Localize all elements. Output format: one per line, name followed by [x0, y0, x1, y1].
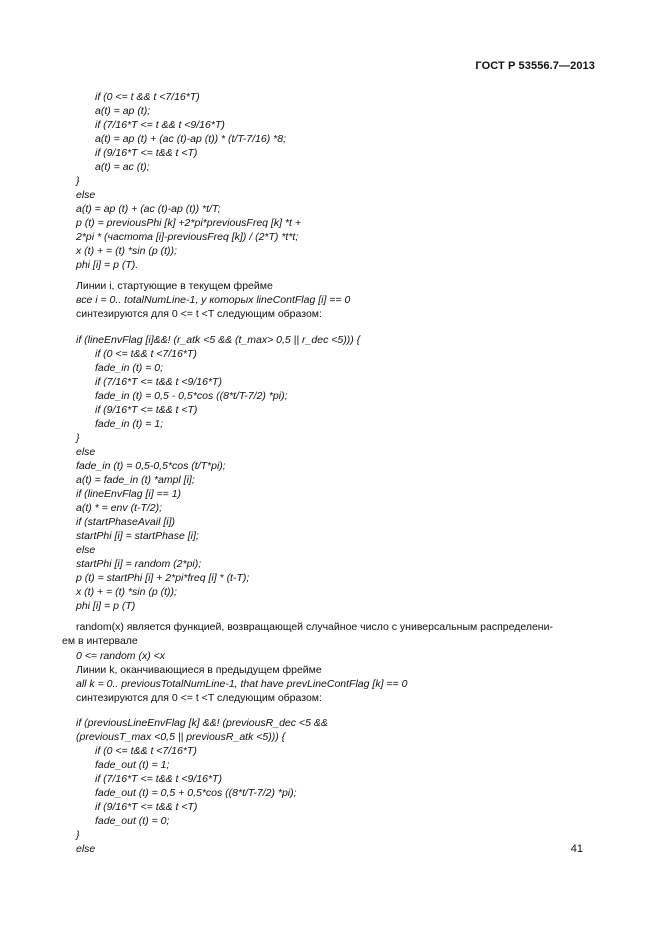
code-line: a(t) * = env (t-T/2);: [76, 502, 163, 514]
code-line: if (0 <= t && t <7/16*T): [95, 91, 200, 103]
code-line: if (previousLineEnvFlag [k] &&! (previousR_dec <5 &&: [76, 717, 328, 729]
code-line: x (t) + = (t) *sin (p (t));: [76, 245, 177, 257]
code-line: else: [76, 446, 96, 458]
code-line: if (lineEnvFlag [i]&&! (r_atk <5 && (t_max> 0,5 || r_dec <5))) {: [76, 334, 361, 346]
code-line: if (lineEnvFlag [i] == 1): [76, 488, 182, 500]
code-line: a(t) = fade_in (t) *ampl [i];: [76, 474, 195, 486]
code-line: p (t) = startPhi [i] + 2*pi*freq [i] * (t-T);: [76, 572, 250, 584]
code-line: if (0 <= t&& t <7/16*T): [95, 348, 197, 360]
code-line: phi [i] = p (T).: [76, 259, 139, 271]
code-line: fade_in (t) = 0,5 - 0,5*cos ((8*t/T-7/2) *pi);: [95, 390, 288, 402]
code-line: if (9/16*T <= t&& t <T): [95, 147, 198, 159]
code-line: a(t) = ap (t) + (ac (t)-ap (t)) * (t/T-7/16) *8;: [95, 133, 286, 145]
code-line: fade_out (t) = 1;: [95, 759, 170, 771]
code-line: else: [76, 544, 96, 556]
code-line: x (t) + = (t) *sin (p (t));: [76, 586, 177, 598]
paragraph-line: синтезируются для 0 <= t <T следующим образом:: [76, 308, 322, 320]
code-line: startPhi [i] = startPhase [i];: [76, 530, 199, 542]
code-line: phi [i] = p (T): [76, 600, 136, 612]
code-line: if (0 <= t&& t <7/16*T): [95, 745, 197, 757]
code-line: (previousT_max <0,5 || previousR_atk <5))) {: [76, 731, 286, 743]
code-line: fade_in (t) = 1;: [95, 418, 163, 430]
code-line: }: [76, 829, 80, 841]
code-line: else: [76, 843, 96, 855]
paragraph-line: all k = 0.. previousTotalNumLine-1, that have prevLineContFlag [k] == 0: [76, 678, 408, 690]
paragraph-line: Линии i, стартующие в текущем фрейме: [76, 280, 273, 292]
code-line: if (9/16*T <= t&& t <T): [95, 404, 198, 416]
code-line: a(t) = ap (t);: [95, 105, 151, 117]
code-line: if (9/16*T <= t&& t <T): [95, 801, 198, 813]
code-line: fade_out (t) = 0;: [95, 815, 170, 827]
code-line: }: [76, 175, 80, 187]
code-line: a(t) = ap (t) + (ac (t)-ap (t)) *t/T;: [76, 203, 221, 215]
paragraph-line: ем в интервале: [62, 635, 138, 647]
paragraph-line: 0 <= random (x) <x: [76, 650, 165, 662]
document-header: ГОСТ Р 53556.7—2013: [475, 60, 595, 72]
code-line: fade_in (t) = 0;: [95, 362, 163, 374]
code-line: p (t) = previousPhi [k] +2*pi*previousFreq [k] *t +: [76, 217, 301, 229]
code-line: if (7/16*T <= t&& t <9/16*T): [95, 773, 222, 785]
paragraph-line: все i = 0.. totalNumLine-1, у которых lineContFlag [i] == 0: [76, 294, 351, 306]
paragraph-line: синтезируются для 0 <= t <T следующим образом:: [76, 692, 322, 704]
code-line: fade_out (t) = 0,5 + 0,5*cos ((8*t/T-7/2) *pi);: [95, 787, 297, 799]
code-line: fade_in (t) = 0,5-0,5*cos (t/T*pi);: [76, 460, 226, 472]
page-number: 41: [570, 843, 583, 855]
code-line: if (startPhaseAvail [i]): [76, 516, 176, 528]
code-line: 2*pi * (частота [i]-previousFreq [k]) / (2*T) *t*t;: [76, 231, 299, 243]
paragraph-line: Линии k, оканчивающиеся в предыдущем фрейме: [76, 664, 322, 676]
paragraph-line: random(x) является функцией, возвращающей случайное число с универсальным распределени-: [76, 621, 553, 633]
code-line: a(t) = ac (t);: [95, 161, 150, 173]
code-line: else: [76, 189, 96, 201]
code-line: startPhi [i] = random (2*pi);: [76, 558, 202, 570]
code-line: if (7/16*T <= t && t <9/16*T): [95, 119, 225, 131]
code-line: }: [76, 432, 80, 444]
code-line: if (7/16*T <= t&& t <9/16*T): [95, 376, 222, 388]
